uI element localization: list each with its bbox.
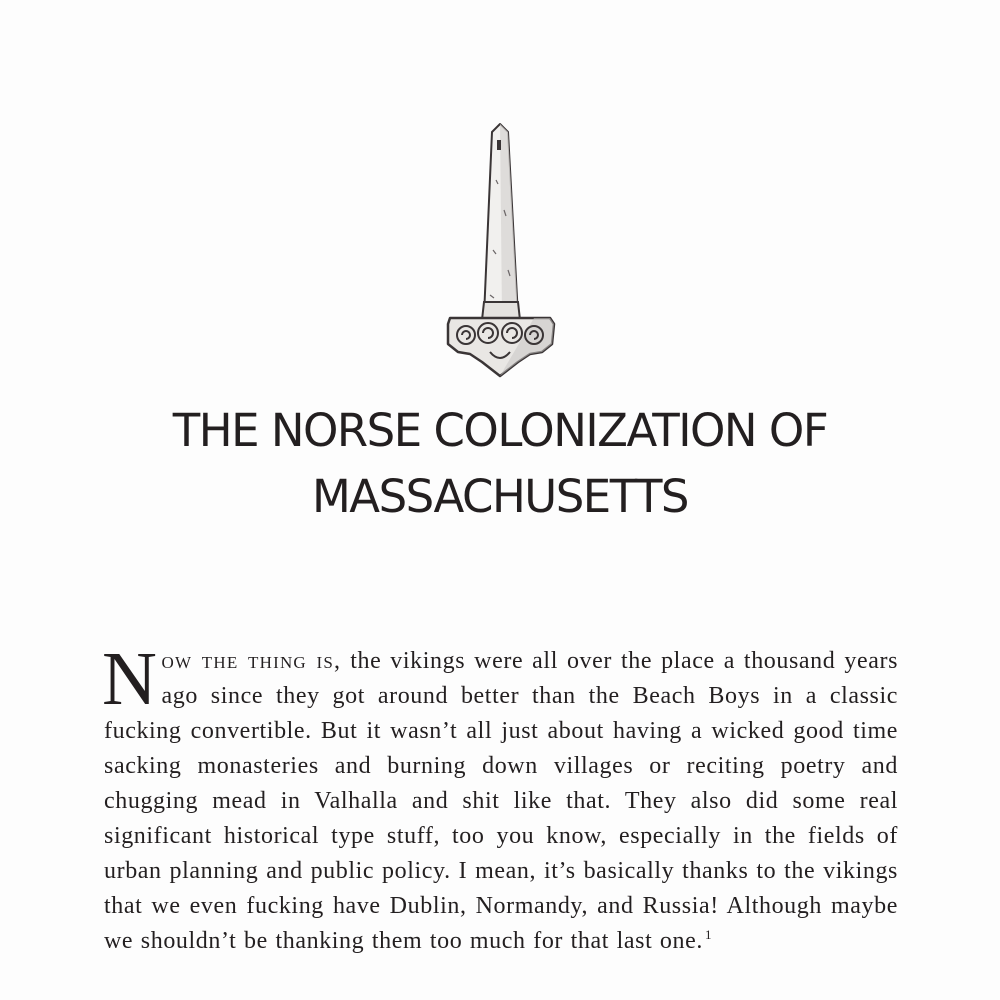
drop-cap: N (102, 637, 158, 721)
thors-hammer-icon (438, 120, 562, 382)
lead-in-small-caps: ow the thing is, (161, 648, 342, 674)
chapter-title-line-2: MASSACHUSETTS (311, 470, 688, 523)
chapter-title-line-1: THE NORSE COLONIZATION OF (172, 404, 828, 457)
footnote-marker[interactable]: 1 (705, 927, 713, 942)
paragraph-text: the vikings were all over the place a thousand years ago since they got around better than the Beach Boys in a classic fucking convertible. But it wasn’t all just about having a wicked good time sacking monasteries and burning down villages or reciting poetry and chugging mead in Valhalla and shit like that. They also did some real significant historical type stuff, too you know, especially in the fields of urban planning and public policy. I mean, it’s basically thanks to the vikings that we even fucking have Dublin, Normandy, and Russia! Although maybe we shouldn’t be thanking them too much for that last one. (104, 648, 899, 954)
body-paragraph (102, 637, 899, 959)
chapter-title (100, 398, 900, 530)
